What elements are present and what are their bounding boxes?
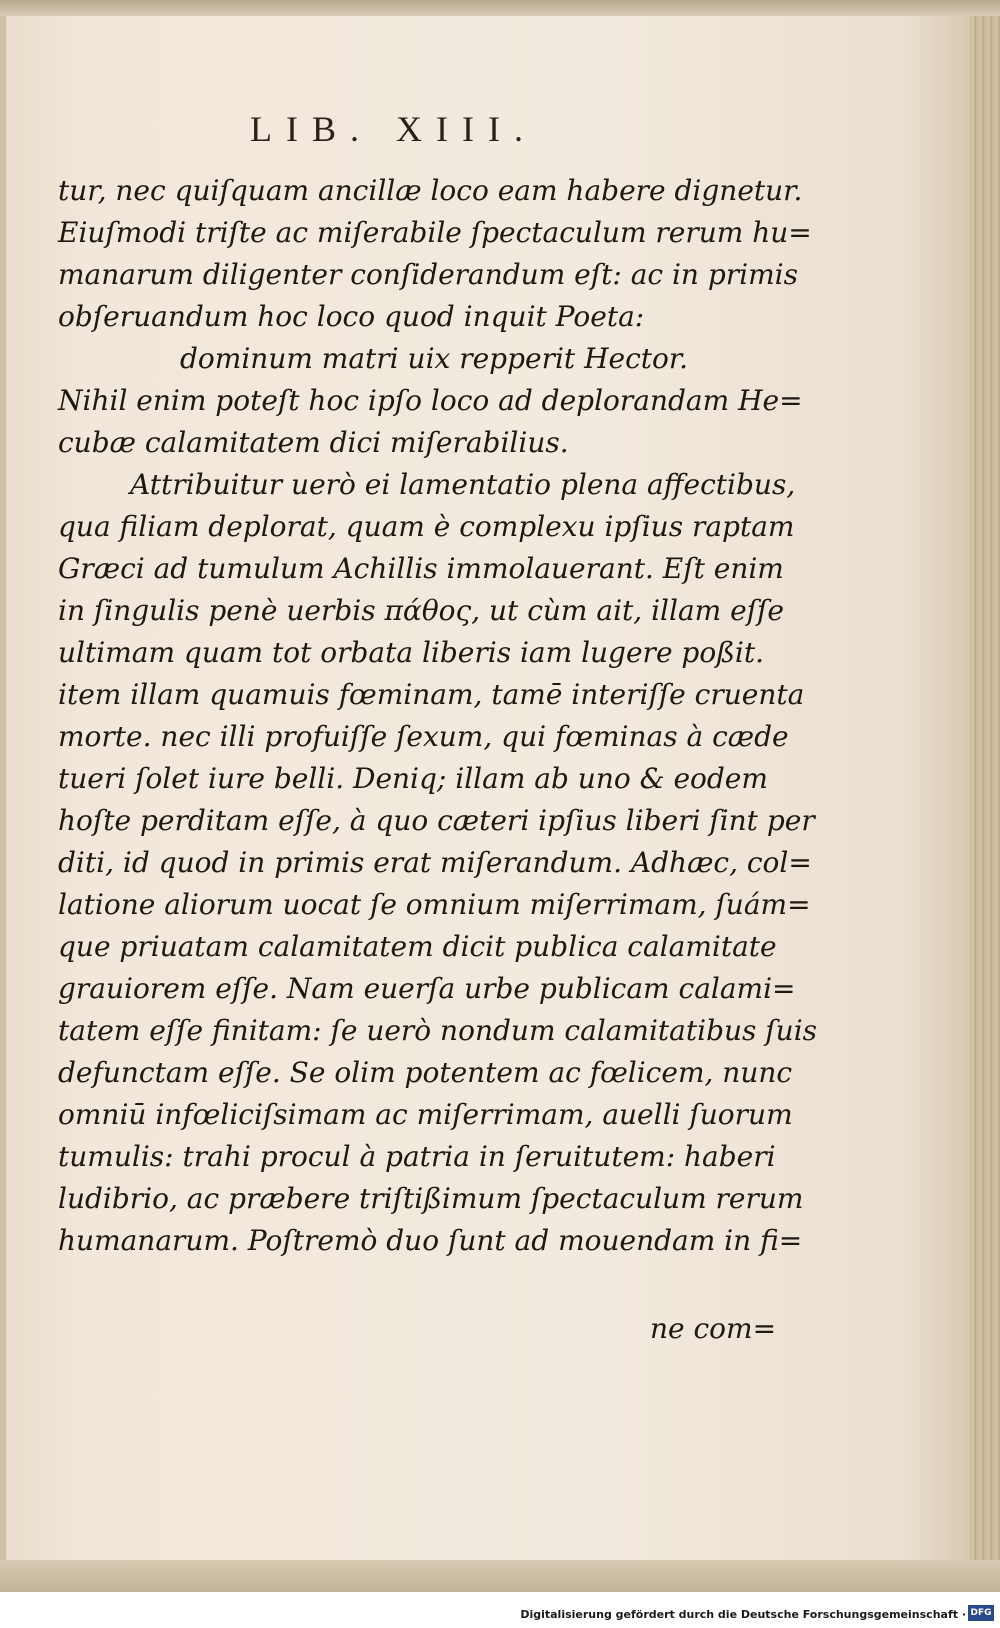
running-head: LIB. XIII. [250, 109, 537, 149]
paragraph-start: Attribuitur uerò ei lamentatio plena affectibus, [130, 468, 796, 501]
footer-credit: Digitalisierung gefördert durch die Deutsche Forschungsgemeinschaft · [520, 1608, 966, 1621]
text-line: Nihil enim poteſt hoc ipſo loco ad deplorandam He= [58, 384, 803, 417]
verse-quotation: dominum matri uix repperit Hector. [180, 342, 689, 375]
text-line: cubæ calamitatem dici miſerabilius. [58, 426, 569, 459]
text-line: Græci ad tumulum Achillis immolauerant. Eſt enim [58, 552, 784, 585]
binding-bottom-edge [0, 1560, 1000, 1592]
text-line: manarum diligenter conſiderandum eſt: ac in primis [58, 258, 798, 291]
binding-top-edge [0, 0, 1000, 16]
catchword: ne com= [650, 1312, 777, 1345]
text-line: hoſte perditam eſſe, à quo cæteri ipſius liberi ſint per [58, 804, 815, 837]
text-line: ultimam quam tot orbata liberis iam lugere poßit. [58, 636, 765, 669]
text-line: diti, id quod in primis erat miſerandum. Adhæc, col= [58, 846, 812, 879]
text-line: latione aliorum uocat ſe omnium miſerrimam, ſuám= [58, 888, 811, 921]
text-line: qua filiam deplorat, quam è complexu ipſius raptam [58, 510, 795, 543]
text-line: humanarum. Poſtremò duo ſunt ad mouendam in fi= [58, 1224, 803, 1257]
text-line: defunctam eſſe. Se olim potentem ac fœlicem, nunc [58, 1056, 793, 1089]
text-line: morte. nec illi profuiſſe ſexum, qui fœminas à cæde [58, 720, 789, 753]
text-line: tatem eſſe finitam: ſe uerò nondum calamitatibus ſuis [58, 1014, 818, 1047]
text-line: obſeruandum hoc loco quod inquit Poeta: [58, 300, 645, 333]
body-text [58, 170, 818, 1262]
text-line: ludibrio, ac præbere triſtißimum ſpectaculum rerum [58, 1182, 804, 1215]
text-line: que priuatam calamitatem dicit publica calamitate [58, 930, 777, 963]
text-line: omniū infœliciſsimam ac miſerrimam, auelli ſuorum [58, 1098, 793, 1131]
page-edges [970, 16, 1000, 1560]
text-line: in ſingulis penè uerbis πάθος, ut cùm ait, illam eſſe [58, 594, 784, 627]
dfg-logo: DFG [968, 1605, 994, 1621]
text-line: tur, nec quiſquam ancillæ loco eam habere dignetur. [58, 174, 803, 207]
text-line: tumulis: trahi procul à patria in ſeruitutem: haberi [58, 1140, 776, 1173]
text-line: tueri ſolet iure belli. Deniq; illam ab uno & eodem [58, 762, 768, 795]
text-line: Eiuſmodi triſte ac miſerabile ſpectaculum rerum hu= [58, 216, 812, 249]
text-line: item illam quamuis fœminam, tamē interiſſe cruenta [58, 678, 805, 711]
text-line: grauiorem eſſe. Nam euerſa urbe publicam calami= [58, 972, 796, 1005]
